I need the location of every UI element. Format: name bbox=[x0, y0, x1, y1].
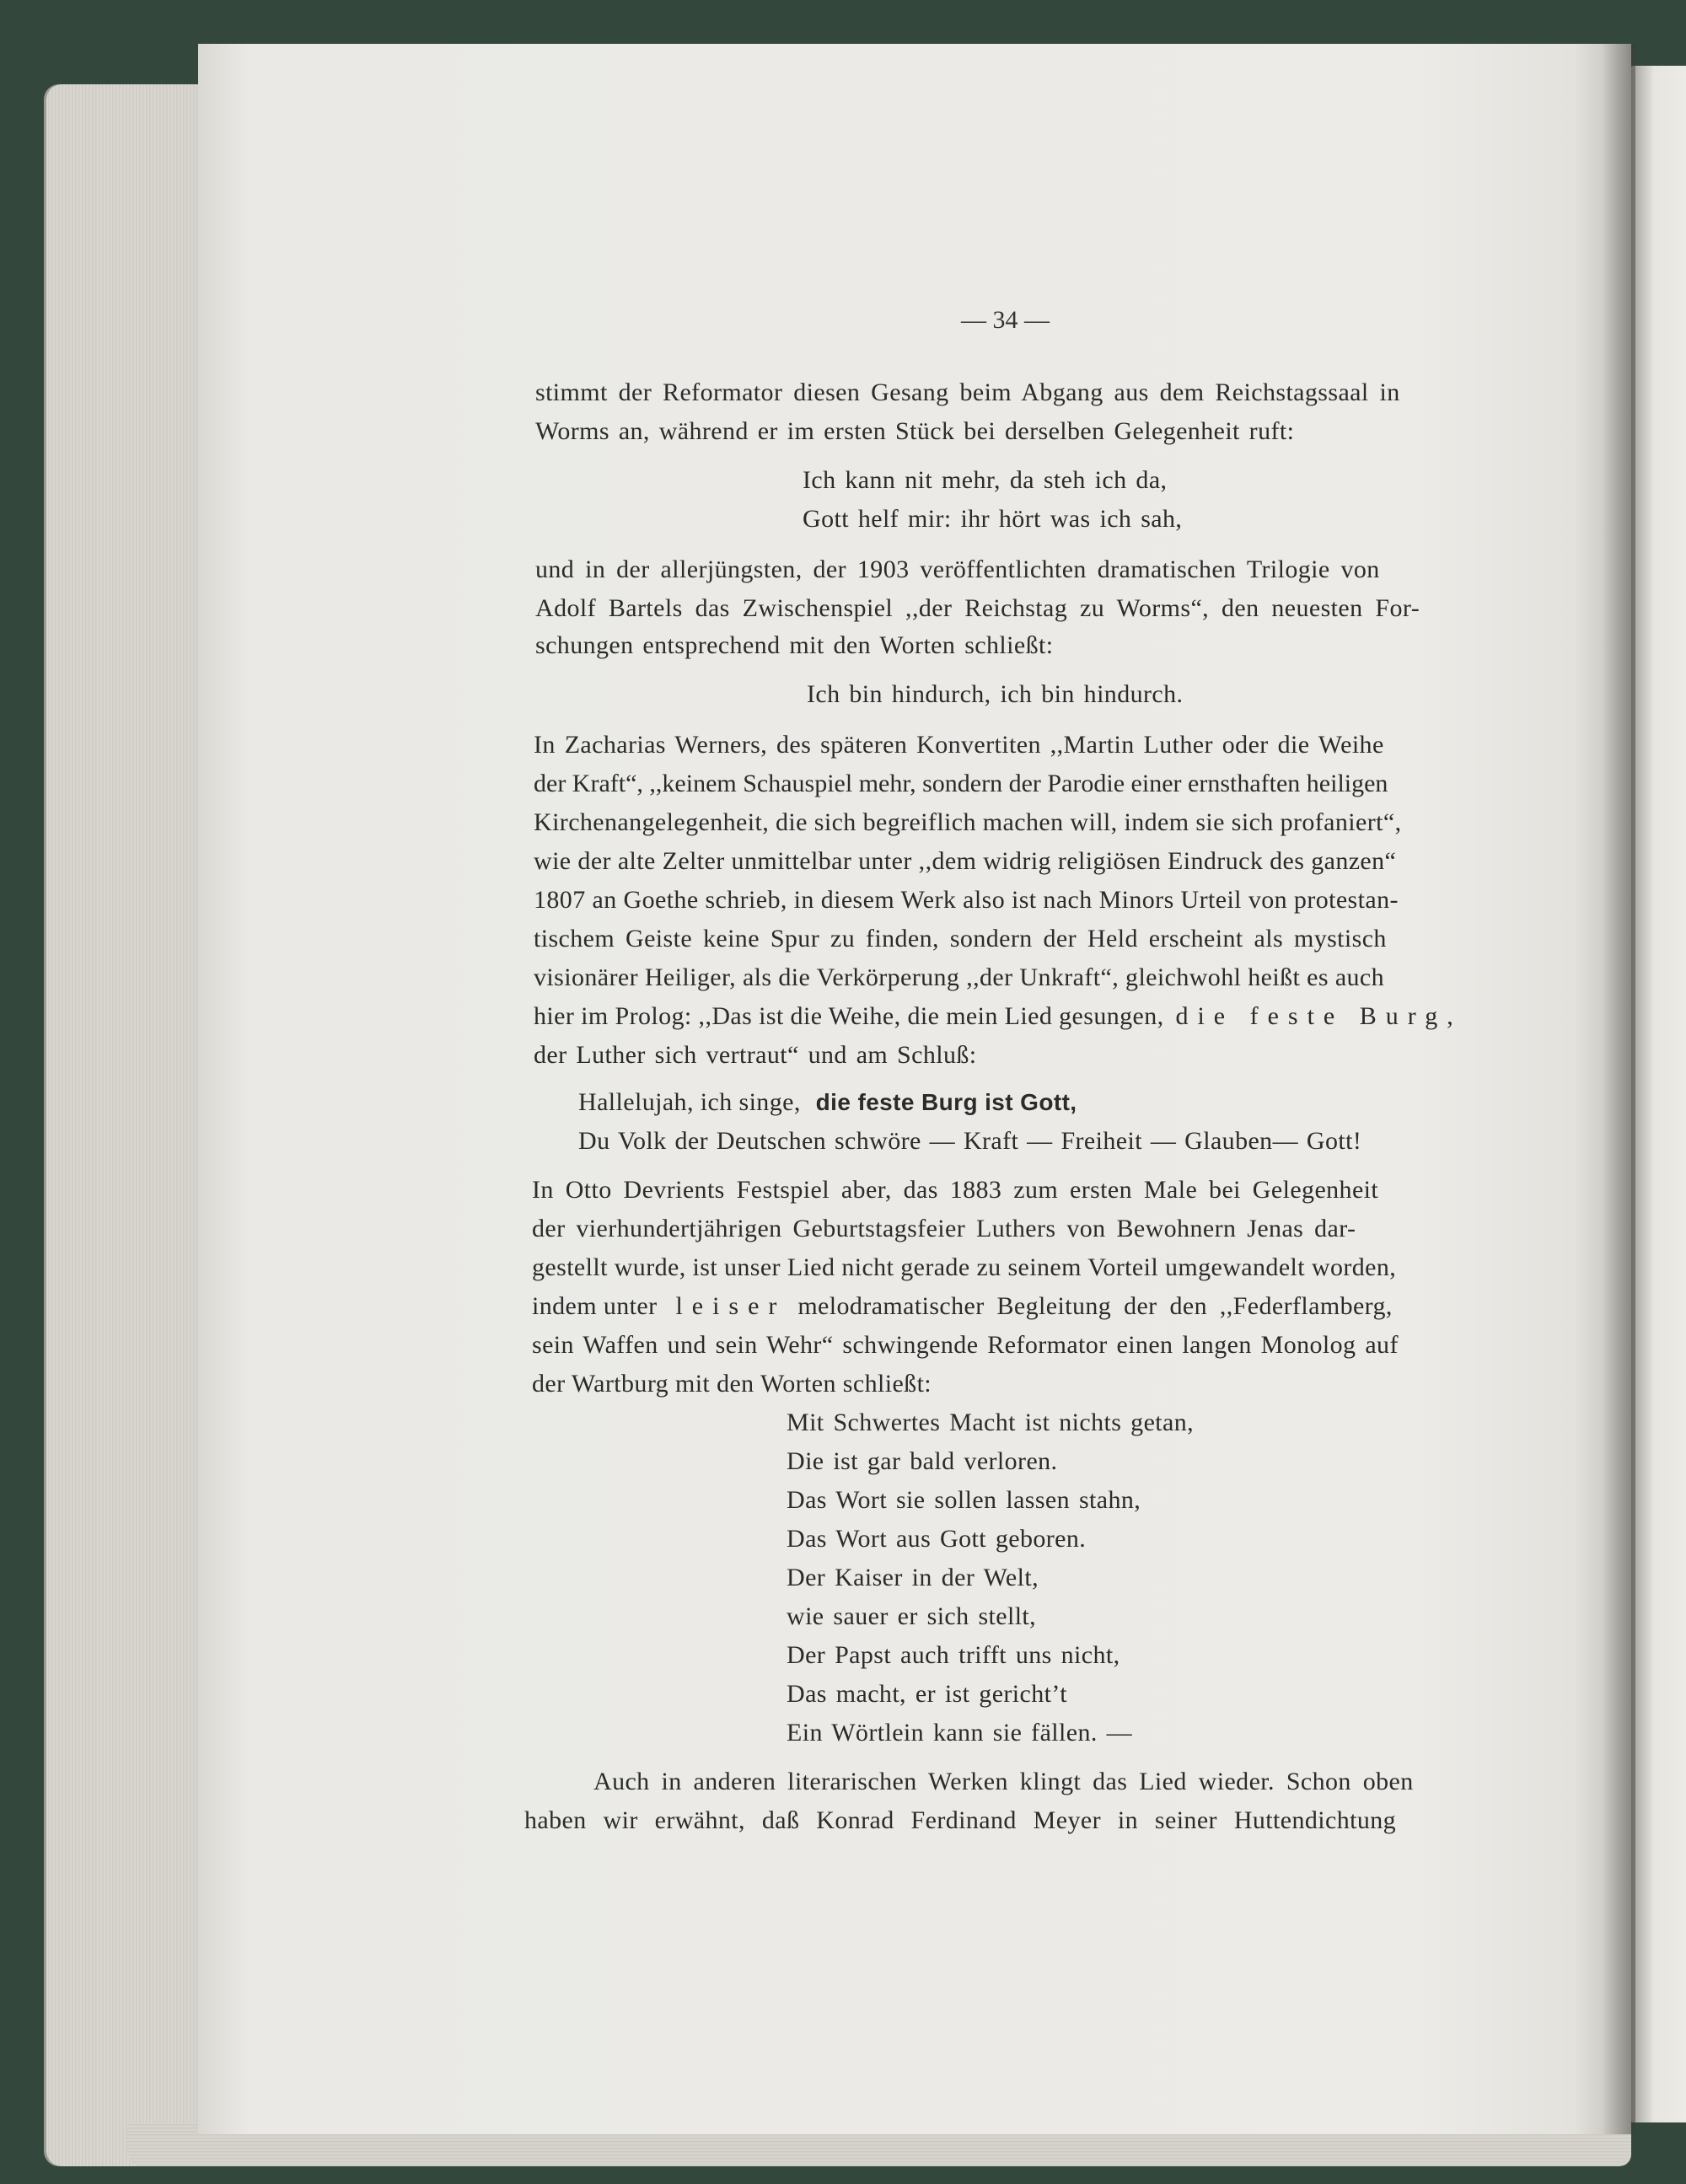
quote-line bbox=[578, 1086, 1077, 1119]
paragraph-line: visionärer Heiliger, als die Verkörperung ,,der Unkraft“, gleichwohl heißt es auch bbox=[534, 963, 1385, 991]
paragraph-line: der Luther sich vertraut“ und am Schluß: bbox=[534, 1041, 977, 1069]
emphasized-spaced-text: leiser bbox=[675, 1292, 787, 1320]
quote-line: Ich kann nit mehr, da steh ich da, bbox=[803, 466, 1168, 494]
page-stack-edge bbox=[46, 84, 215, 2166]
poem-line: Der Kaiser in der Welt, bbox=[787, 1564, 1039, 1591]
paragraph-line: wie der alte Zelter unmittelbar unter ,,dem widrig religiösen Eindruck des ganzen“ bbox=[534, 847, 1397, 875]
poem-line: Der Papst auch trifft uns nicht, bbox=[787, 1641, 1120, 1669]
paragraph-line: der Kraft“, ,,keinem Schauspiel mehr, sondern der Parodie einer ernsthaften heiligen bbox=[534, 770, 1388, 797]
poem-line: Ein Wörtlein kann sie fällen. — bbox=[787, 1719, 1133, 1747]
paragraph-line: Adolf Bartels das Zwischenspiel ,,der Reichstag zu Worms“, den neuesten For- bbox=[535, 594, 1420, 622]
paragraph-line: schungen entsprechend mit den Worten schließt: bbox=[535, 631, 1054, 659]
quote-line: Gott helf mir: ihr hört was ich sah, bbox=[803, 505, 1183, 533]
emphasized-spaced-text: die feste Burg, bbox=[1175, 1002, 1463, 1030]
gutter-shadow bbox=[1602, 44, 1635, 2134]
paragraph-line-suffix: melodramatischer Begleitung der den ,,Federflamberg, bbox=[797, 1292, 1393, 1320]
paragraph-line-prefix: indem unter bbox=[532, 1292, 658, 1320]
quote-line: Ich bin hindurch, ich bin hindurch. bbox=[807, 680, 1184, 708]
facing-page-edge bbox=[1629, 66, 1686, 2122]
bold-emphasis: die feste Burg ist Gott, bbox=[815, 1089, 1077, 1115]
paragraph-line: In Otto Devrients Festspiel aber, das 1883 zum ersten Male bei Gelegenheit bbox=[532, 1176, 1379, 1204]
paragraph-line: stimmt der Reformator diesen Gesang beim Abgang aus dem Reichstagssaal in bbox=[535, 378, 1400, 406]
paragraph-line: und in der allerjüngsten, der 1903 veröffentlichten dramatischen Trilogie von bbox=[535, 555, 1380, 583]
paragraph-line: der Wartburg mit den Worten schließt: bbox=[532, 1370, 932, 1398]
quote-line: Du Volk der Deutschen schwöre — Kraft — Freiheit — Glauben— Gott! bbox=[578, 1127, 1362, 1155]
paragraph-line: In Zacharias Werners, des späteren Konvertiten ,,Martin Luther oder die Weihe bbox=[534, 731, 1384, 759]
paragraph-line: gestellt wurde, ist unser Lied nicht gerade zu seinem Vorteil umgewandelt worden, bbox=[532, 1253, 1397, 1281]
paragraph-line: haben wir erwähnt, daß Konrad Ferdinand Meyer in seiner Huttendichtung bbox=[524, 1806, 1397, 1834]
poem-line: Mit Schwertes Macht ist nichts getan, bbox=[787, 1409, 1195, 1436]
paragraph-line: 1807 an Goethe schrieb, in diesem Werk also ist nach Minors Urteil von protestan- bbox=[534, 886, 1399, 914]
poem-line: wie sauer er sich stellt, bbox=[787, 1602, 1037, 1630]
paragraph-line bbox=[532, 1290, 1393, 1323]
paragraph-line: Auch in anderen literarischen Werken klingt das Lied wieder. Schon oben bbox=[593, 1768, 1414, 1795]
poem-line: Das Wort aus Gott geboren. bbox=[787, 1525, 1087, 1553]
quote-line-prefix: Hallelujah, ich singe, bbox=[578, 1088, 801, 1116]
paragraph-line: sein Waffen und sein Wehr“ schwingende Reformator einen langen Monolog auf bbox=[532, 1331, 1399, 1359]
page-number: — 34 — bbox=[961, 306, 1050, 334]
paragraph-line: Kirchenangelegenheit, die sich begreiflich machen will, indem sie sich profaniert“, bbox=[534, 808, 1402, 836]
poem-line: Die ist gar bald verloren. bbox=[787, 1447, 1058, 1475]
paragraph-line: Worms an, während er im ersten Stück bei derselben Gelegenheit ruft: bbox=[535, 417, 1295, 445]
paragraph-line-prefix: hier im Prolog: ,,Das ist die Weihe, die mein Lied gesungen, bbox=[534, 1002, 1164, 1030]
paragraph-line: der vierhundertjährigen Geburtstagsfeier Luthers von Bewohnern Jenas dar- bbox=[532, 1215, 1356, 1242]
poem-line: Das macht, er ist gericht’t bbox=[787, 1680, 1067, 1708]
paragraph-line bbox=[534, 1000, 1463, 1033]
poem-line: Das Wort sie sollen lassen stahn, bbox=[787, 1486, 1141, 1514]
paragraph-line: tischem Geiste keine Spur zu finden, sondern der Held erscheint als mystisch bbox=[534, 925, 1387, 952]
